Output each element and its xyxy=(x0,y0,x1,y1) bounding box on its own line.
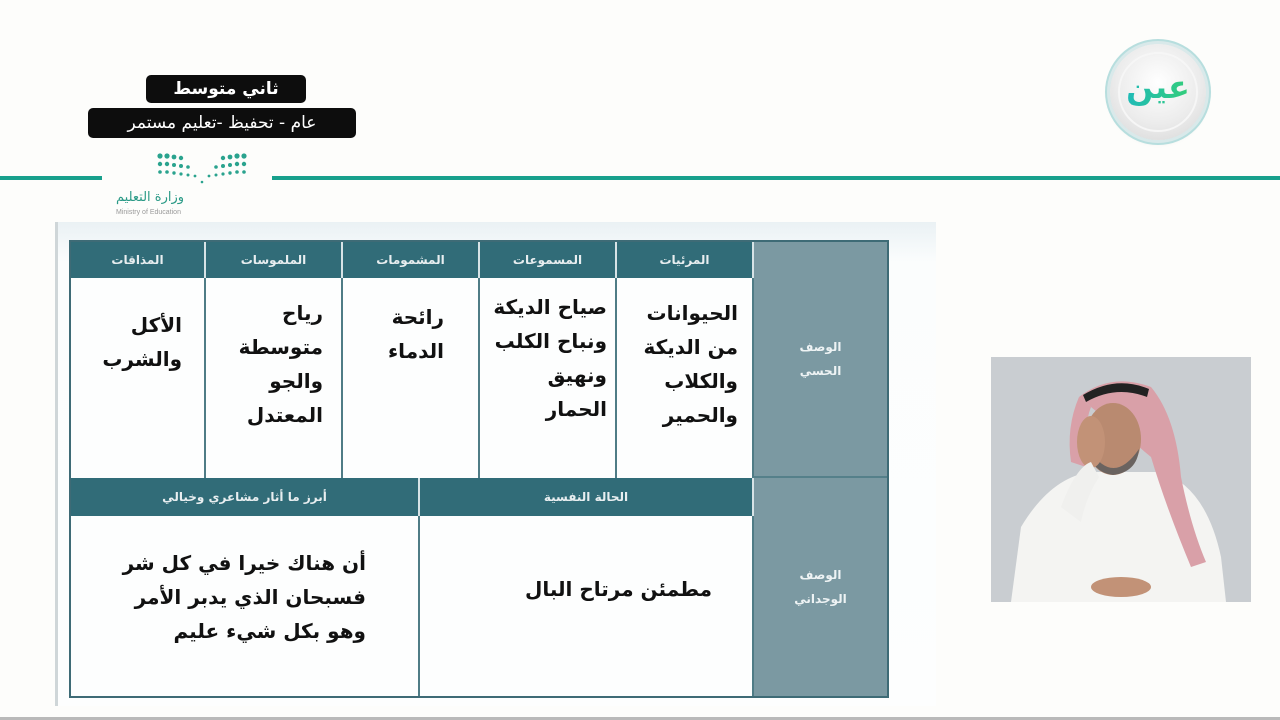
cell-sounds: صياح الديكة ونباح الكلب ونهيق الحمار xyxy=(480,278,617,478)
header-touch: الملموسات xyxy=(206,242,343,278)
ein-logo-text: عين xyxy=(1110,68,1206,106)
header-divider-right xyxy=(272,176,1280,180)
row-label-emotional-text: الوصف الوجداني xyxy=(794,568,847,606)
ministry-of-education-logo xyxy=(108,152,208,222)
cell-feelings-imagination: أن هناك خيرا في كل شر فسبحان الذي يدبر الأمر وهو بكل شيء عليم xyxy=(71,516,420,696)
cell-visuals: الحيوانات من الديكة والكلاب والحمير xyxy=(617,278,754,478)
ministry-english-name: Ministry of Education xyxy=(116,209,181,216)
grade-badge: ثاني متوسط xyxy=(146,75,306,103)
track-badge: عام - تحفيظ -تعليم مستمر xyxy=(88,108,356,138)
ministry-dots-icon xyxy=(156,152,248,186)
header-smells: المشمومات xyxy=(343,242,480,278)
sign-language-interpreter-video xyxy=(991,357,1251,602)
cell-touch: رياح متوسطة والجو المعتدل xyxy=(206,278,343,478)
header-feelings-imagination: أبرز ما أثار مشاعري وخيالي xyxy=(71,478,420,516)
cell-psychological-state: مطمئن مرتاح البال xyxy=(420,516,754,696)
cell-tastes: الأكل والشرب xyxy=(71,278,206,478)
header-sounds: المسموعات xyxy=(480,242,617,278)
header-divider-left xyxy=(0,176,102,180)
description-table xyxy=(69,240,889,698)
header-tastes: المذاقات xyxy=(71,242,206,278)
row-label-emotional xyxy=(754,478,887,696)
cell-smells: رائحة الدماء xyxy=(343,278,480,478)
row-label-sensory-text: الوصف الحسي xyxy=(799,340,842,378)
ministry-arabic-name: وزارة التعليم xyxy=(116,190,185,205)
ein-channel-logo xyxy=(1110,44,1206,140)
header-psychological-state: الحالة النفسية xyxy=(420,478,754,516)
row-label-sensory xyxy=(754,242,887,478)
interpreter-figure-icon xyxy=(991,357,1251,602)
header-visuals: المرئيات xyxy=(617,242,754,278)
